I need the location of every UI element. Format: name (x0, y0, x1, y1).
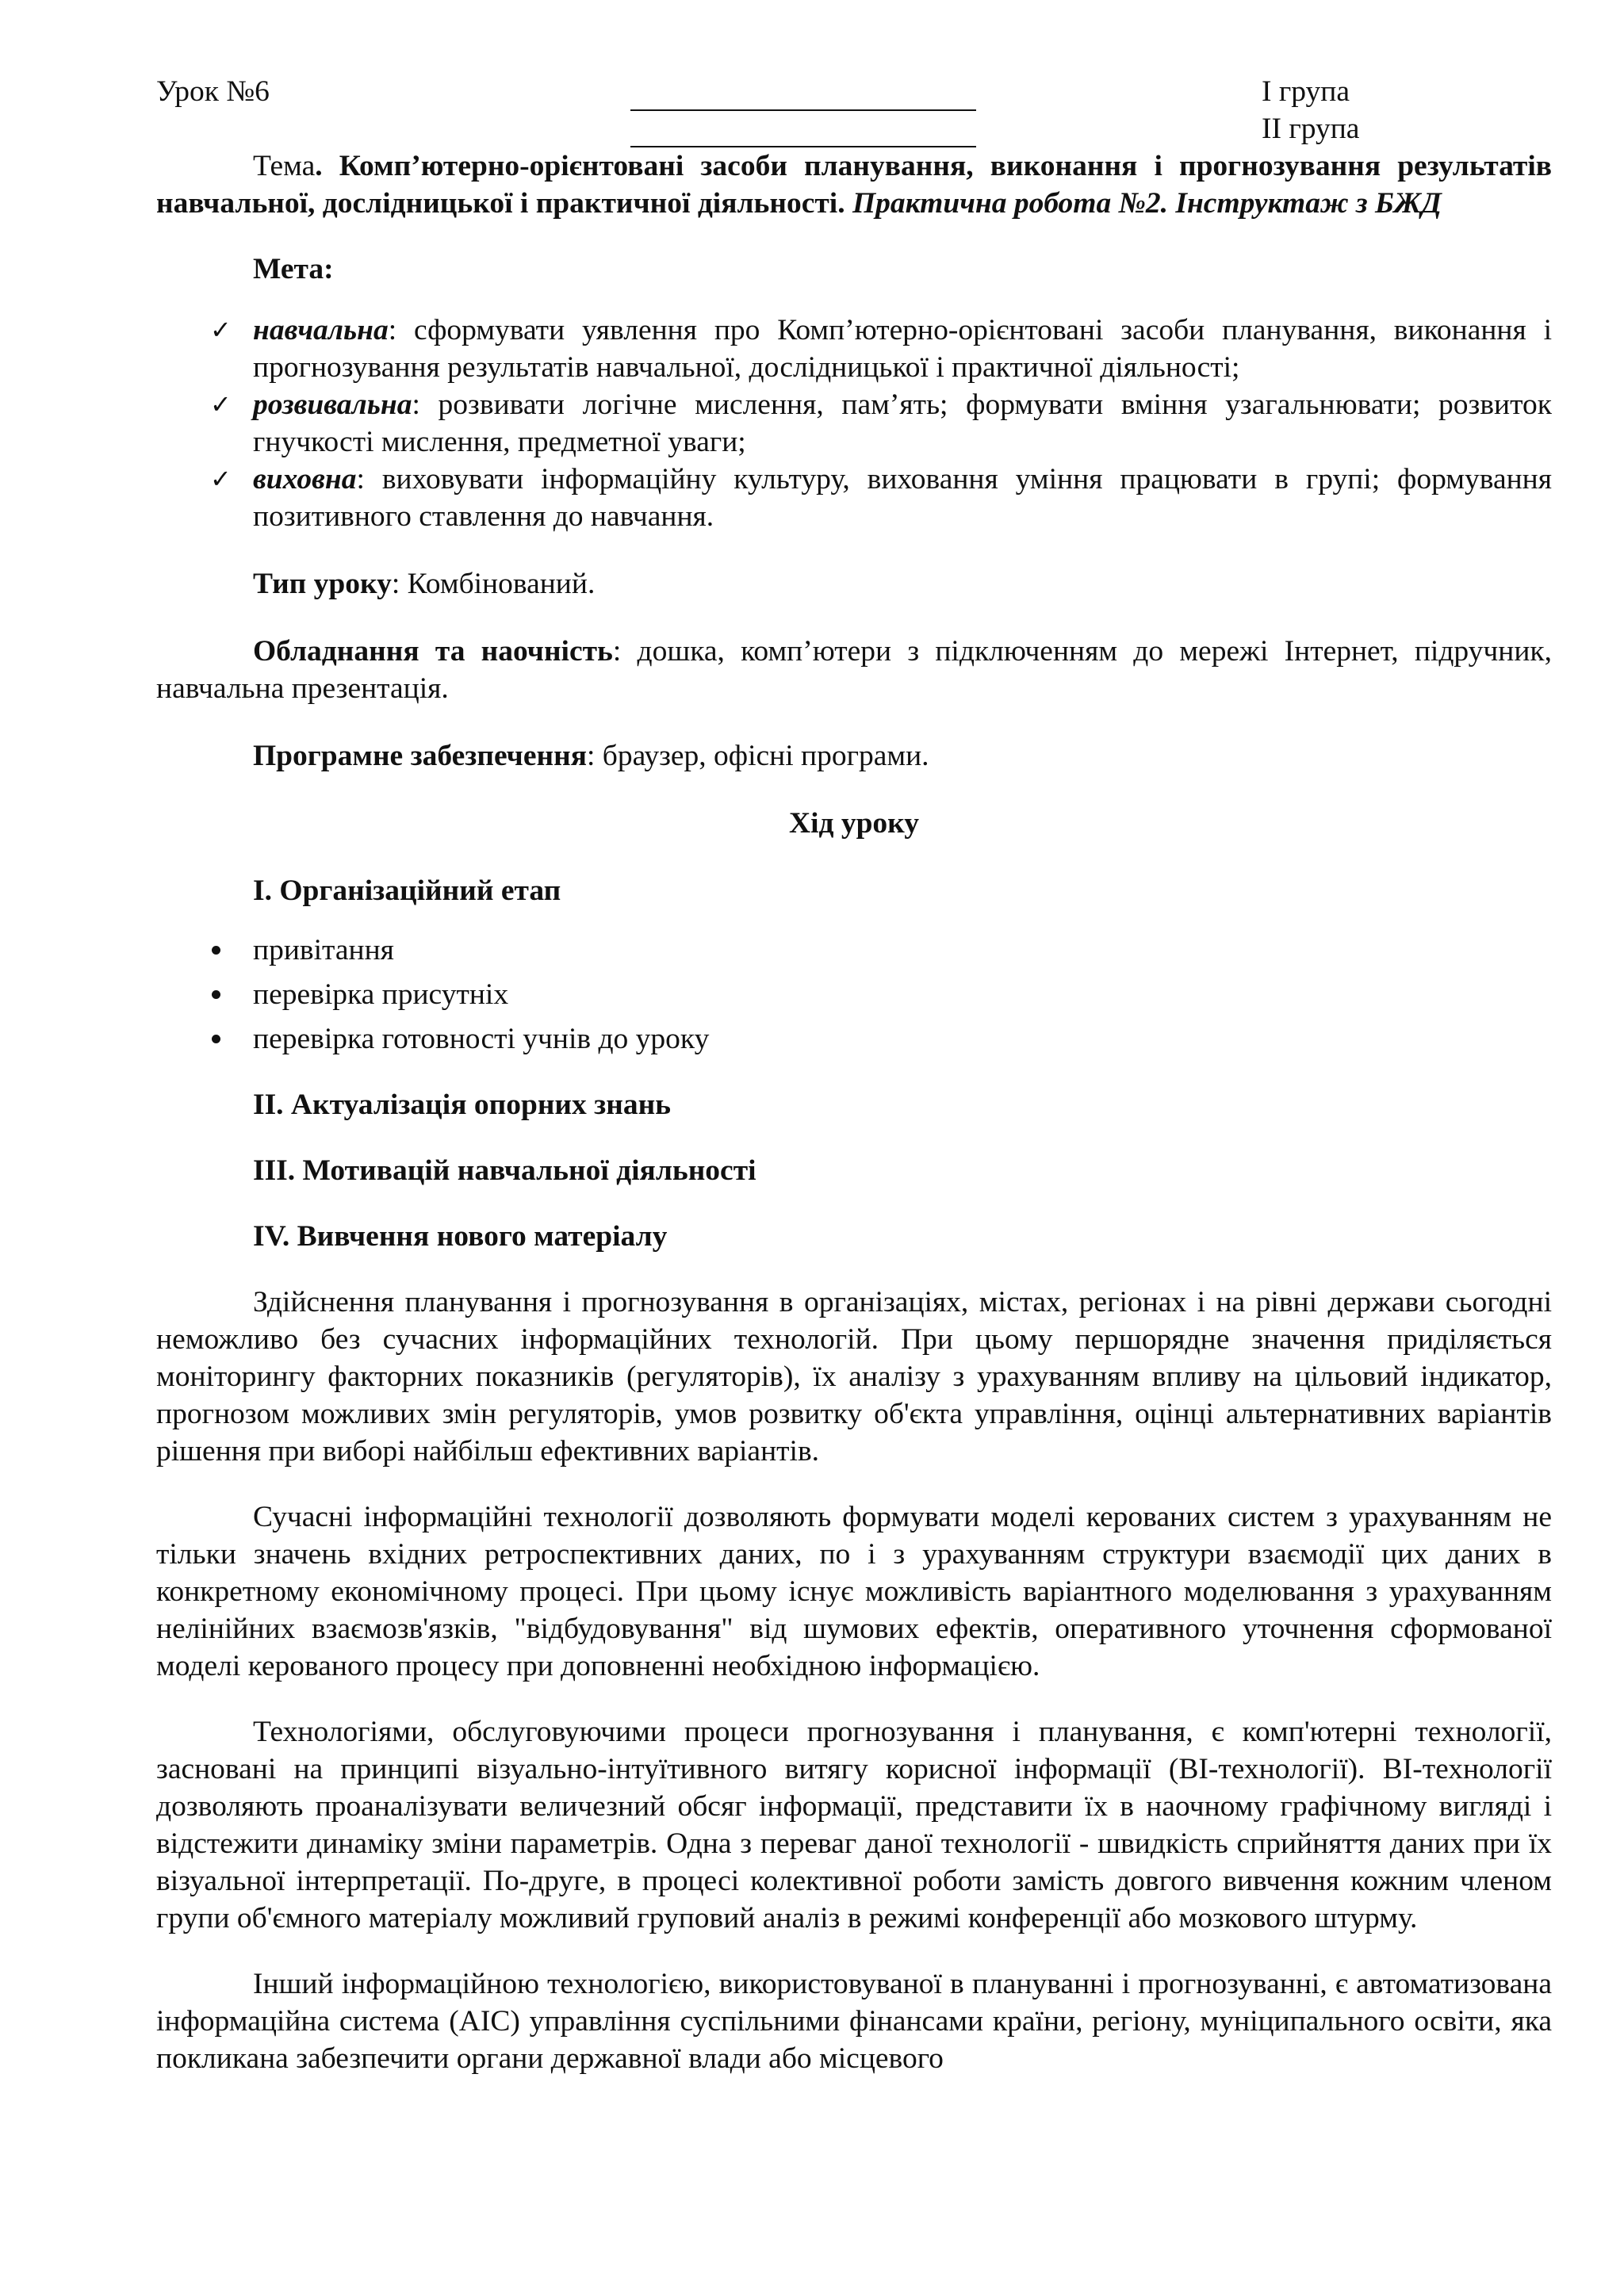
section-2-title: II. Актуалізація опорних знань (253, 1089, 672, 1121)
document-page (156, 73, 1552, 2077)
equipment (156, 633, 1552, 707)
course-heading: Хід уроку (788, 807, 920, 840)
group-1-label: І група (1262, 75, 1350, 108)
list-item (156, 932, 1552, 969)
lesson-type-label: Тип уроку (253, 568, 392, 600)
section-1-list (156, 932, 1552, 1058)
equipment-label: Обладнання та наочність (253, 635, 613, 668)
section-4-title: IV. Вивчення нового матеріалу (253, 1220, 668, 1253)
lesson-number: Урок №6 (156, 75, 270, 108)
body-paragraph: Здійснення планування і прогнозування в організаціях, містах, регіонах і на рівні держави сьогодні неможливо без сучасних інформаційних технологій. При цьому першорядне значення приділяється моніторингу факторних показників (регуляторів), їх аналізу з урахуванням впливу на цільовий індикатор, прогнозом можливих змін регуляторів, умов розвитку об'єкта управління, оцінці альтернативних варіантів рішення при виборі найбільш ефективних варіантів. (156, 1286, 1552, 1468)
blank-line-group-2 (630, 146, 976, 147)
body-paragraph: Сучасні інформаційні технології дозволяють формувати моделі керованих систем з урахуванням не тільки значень вхідних ретроспективних даних, по і з урахуванням структури взаємодії цих даних в конкретному економічному процесі. При цьому існує можливість варіантного моделювання з урахуванням нелінійних взаємозв'язків, "відбудовування" від шумових ефектів, оперативного уточнення сформованої моделі керованого процесу при доповненні необхідною інформацією. (156, 1501, 1552, 1682)
checkmark-icon: ✓ (210, 389, 232, 419)
section-1-title: I. Організаційний етап (253, 874, 561, 907)
topic-practical: Практична робота №2. Інструктаж з БЖД (852, 187, 1442, 220)
lesson-type-value: : Комбінований. (391, 568, 596, 600)
section-3-title: III. Мотивацій навчальної діяльності (253, 1154, 756, 1187)
lesson-type (156, 565, 1552, 603)
body-paragraph: Технологіями, обслуговуючими процеси прогнозування і планування, є комп'ютерні технології, засновані на принципі візуально-інтуїтивного витягу корисної інформації (ВІ-технології). ВІ-технології дозволяють проаналізувати величезний обсяг інформації, представити їх в наочному графічному вигляді і відстежити динаміку зміни параметрів. Одна з переваг даної технології - швидкість сприйняття даних при їх візуальної інтерпретації. По-друге, в процесі колективної роботи замість довгого вивчення кожним членом групи об'ємного матеріалу можливий груповий аналіз в режимі конференції або мозкового штурму. (156, 1716, 1552, 1934)
checkmark-icon: ✓ (210, 315, 232, 345)
list-item (156, 976, 1552, 1013)
goal-list (156, 312, 1552, 535)
checkmark-icon: ✓ (210, 464, 232, 494)
body-paragraph: Інший інформаційною технологією, використовуваної в плануванні і прогнозуванні, є автоматизована інформаційна система (АІС) управління суспільними фінансами країни, регіону, муніципального освіти, яка покликана забезпечити органи державної влади або місцевого (156, 1968, 1552, 2075)
group-2-label: ІІ група (1262, 113, 1360, 145)
goal-text: : сформувати уявлення про Комп’ютерно-орієнтовані засоби планування, виконання і прогнозування результатів навчальної, дослідницької і практичної діяльності; (253, 314, 1552, 384)
blank-line-group-1 (630, 109, 976, 111)
goal-item (156, 461, 1552, 535)
software-label: Програмне забезпечення (253, 740, 587, 772)
bullet-icon (212, 946, 220, 955)
bullet-icon (212, 1035, 220, 1043)
software-value: : браузер, офісні програми. (586, 740, 929, 772)
bullet-icon (212, 990, 220, 999)
equipment-value: : дошка, комп’ютери з підключенням до мережі Інтернет, підручник, навчальна презентація. (156, 635, 1553, 705)
goal-heading: Мета: (253, 253, 334, 285)
lesson-header (156, 73, 1552, 147)
goal-term: виховна (253, 463, 357, 496)
topic-title: Комп’ютерно-орієнтовані засоби планування, виконання і прогнозування результатів навчальної, дослідницької і практичної діяльності. (156, 150, 1552, 220)
software (156, 737, 1552, 775)
goal-text: : виховувати інформаційну культуру, виховання уміння працювати в групі; формування позитивного ставлення до навчання. (253, 463, 1552, 533)
goal-text: : розвивати логічне мислення, пам’ять; формувати вміння узагальнювати; розвиток гнучкості мислення, предметної уваги; (253, 388, 1552, 458)
list-item-text: перевірка присутніх (253, 978, 509, 1011)
list-item-text: привітання (253, 934, 394, 966)
topic-label: Тема (253, 150, 316, 182)
topic-dot: . (315, 150, 323, 182)
list-item-text: перевірка готовності учнів до уроку (253, 1023, 710, 1055)
topic-paragraph (156, 147, 1552, 222)
goal-item (156, 312, 1552, 386)
list-item (156, 1020, 1552, 1058)
goal-term: навчальна (253, 314, 389, 346)
goal-item (156, 386, 1552, 461)
goal-term: розвивальна (253, 388, 412, 421)
